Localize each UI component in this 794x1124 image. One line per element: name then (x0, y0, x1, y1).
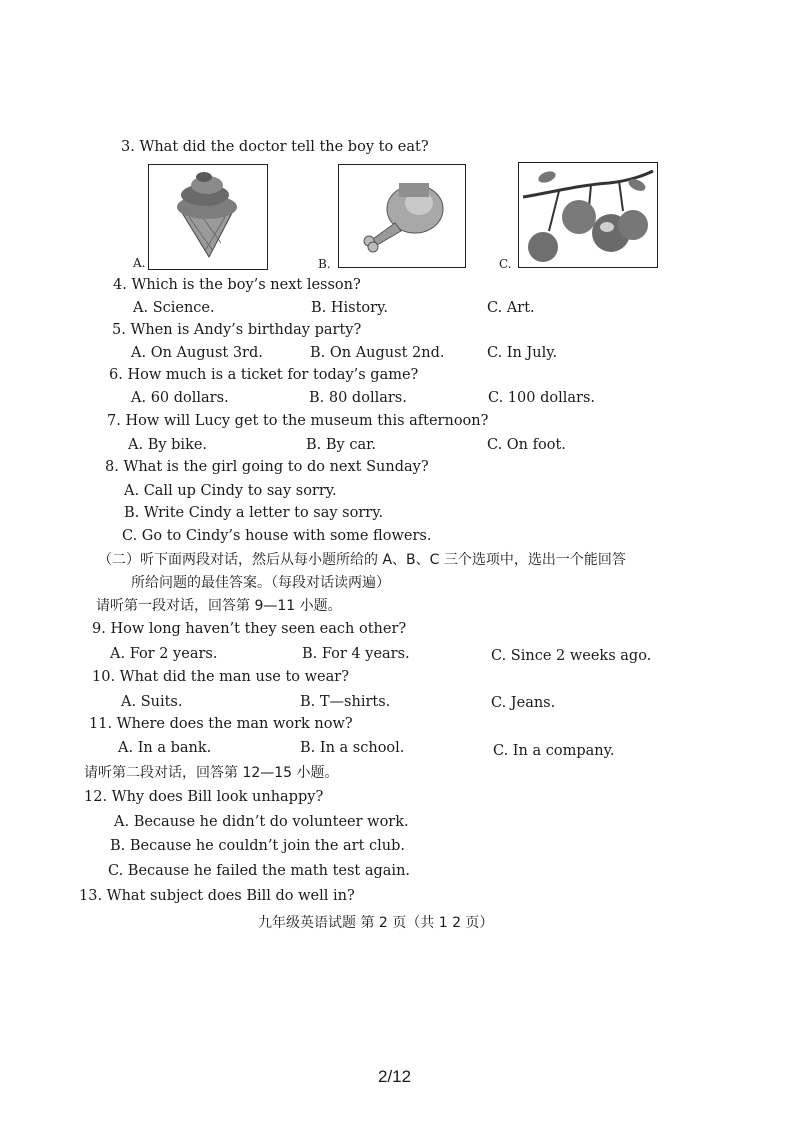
q7-option-c: C. On foot. (487, 437, 566, 453)
q8-option-c: C. Go to Cindy’s house with some flowers. (122, 528, 432, 544)
q11-option-b: B. In a school. (300, 740, 405, 756)
option-b-label: B. (318, 257, 331, 271)
q9-option-b: B. For 4 years. (302, 646, 410, 662)
q12-option-b: B. Because he couldn’t join the art club. (110, 838, 406, 854)
q5-option-c: C. In July. (487, 345, 558, 361)
ice-cream-cone-icon (149, 165, 267, 269)
q11-question: 11. Where does the man work now? (89, 716, 353, 732)
q10-question: 10. What did the man use to wear? (92, 669, 349, 685)
q10-option-a: A. Suits. (121, 694, 183, 710)
page-footer: 九年级英语试题 第 2 页（共 1 2 页） (258, 915, 494, 931)
q5-option-a: A. On August 3rd. (131, 345, 263, 361)
page-number: 2/12 (378, 1067, 412, 1086)
q10-option-c: C. Jeans. (491, 695, 556, 711)
q5-question: 5. When is Andy’s birthday party? (112, 322, 362, 338)
q6-option-a: A. 60 dollars. (131, 390, 229, 406)
q4-question: 4. Which is the boy’s next lesson? (113, 277, 361, 293)
q6-option-c: C. 100 dollars. (488, 390, 595, 406)
q3-question: 3. What did the doctor tell the boy to eat? (121, 139, 429, 155)
q11-option-c: C. In a company. (493, 743, 615, 759)
q6-option-b: B. 80 dollars. (309, 390, 407, 406)
apples-on-branch-icon (519, 163, 657, 267)
q8-option-a: A. Call up Cindy to say sorry. (124, 483, 337, 499)
q7-option-a: A. By bike. (128, 437, 208, 453)
q13-question: 13. What subject does Bill do well in? (79, 888, 355, 904)
section2-instruction-line2: 所给问题的最佳答案。（每段对话读两遍） (131, 575, 390, 591)
q6-question: 6. How much is a ticket for today’s game? (109, 367, 419, 383)
q9-option-c: C. Since 2 weeks ago. (491, 648, 652, 664)
option-b-picture (338, 164, 466, 268)
chicken-leg-icon (339, 165, 465, 267)
dialogue1-heading: 请听第一段对话，回答第 9—11 小题。 (96, 598, 342, 614)
section2-instruction-line1: （二）听下面两段对话，然后从每小题所给的 A、B、C 三个选项中，选出一个能回答 (98, 552, 626, 568)
q12-question: 12. Why does Bill look unhappy? (84, 789, 324, 805)
dialogue2-heading: 请听第二段对话，回答第 12—15 小题。 (84, 765, 339, 781)
q12-option-c: C. Because he failed the math test again. (108, 863, 411, 879)
q9-option-a: A. For 2 years. (110, 646, 218, 662)
q11-option-a: A. In a bank. (118, 740, 212, 756)
q4-option-c: C. Art. (487, 300, 535, 316)
q8-question: 8. What is the girl going to do next Sunday? (105, 459, 429, 475)
q7-question: 7. How will Lucy get to the museum this afternoon? (107, 413, 489, 429)
q12-option-a: A. Because he didn’t do volunteer work. (114, 814, 409, 830)
q4-option-b: B. History. (311, 300, 388, 316)
option-c-label: C. (499, 257, 512, 271)
option-a-picture (148, 164, 268, 270)
q9-question: 9. How long haven’t they seen each other? (92, 621, 407, 637)
q8-option-b: B. Write Cindy a letter to say sorry. (124, 505, 384, 521)
option-a-label: A. (133, 256, 146, 270)
q10-option-b: B. T—shirts. (300, 694, 391, 710)
q4-option-a: A. Science. (133, 300, 215, 316)
q5-option-b: B. On August 2nd. (310, 345, 445, 361)
option-c-picture (518, 162, 658, 268)
q7-option-b: B. By car. (306, 437, 377, 453)
